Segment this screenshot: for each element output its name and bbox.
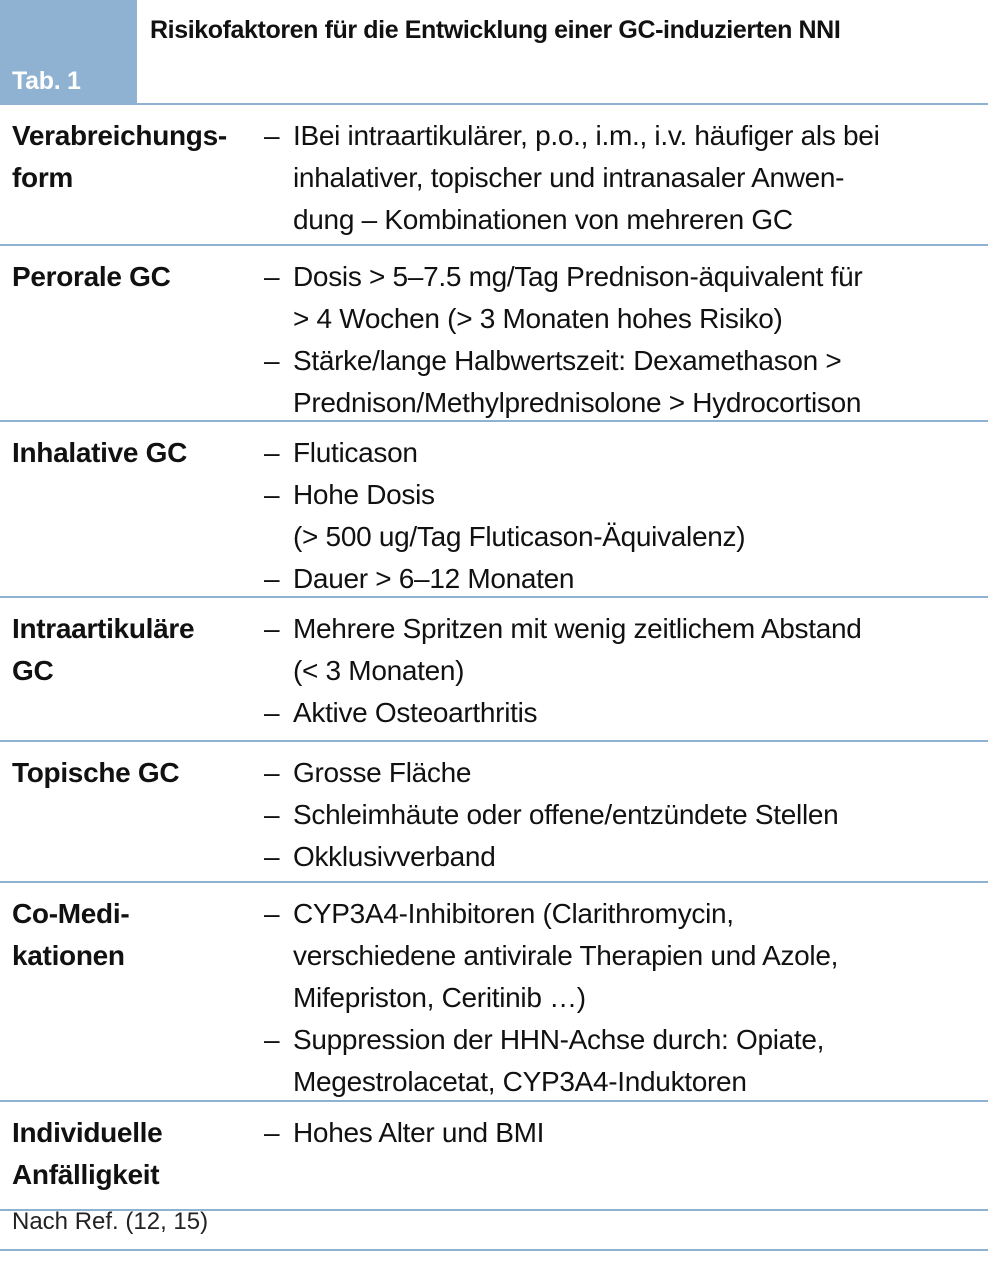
table-row: [0, 1102, 988, 1211]
table-row: [0, 883, 988, 1102]
risk-factor-item: – Stärke/lange Halbwertszeit: Dexamethason > Prednison/Methylprednisolone > Hydrocortison: [264, 340, 984, 424]
row-category-label: Inhalative GC: [12, 437, 188, 468]
risk-factor-item: – Hohes Alter und BMI: [264, 1112, 984, 1154]
risk-factor-item: – CYP3A4-Inhibitoren (Clarithromycin, verschiedene antivirale Therapien und Azole, Mifepriston, Ceritinib …): [264, 893, 984, 1019]
risk-factor-list: [264, 608, 984, 734]
risk-factor-list: [264, 256, 984, 424]
risk-factor-item: – Schleimhäute oder offene/entzündete Stellen: [264, 794, 984, 836]
risk-factor-item: – Grosse Fläche: [264, 752, 984, 794]
risk-factor-list: [264, 1112, 984, 1154]
row-category-label: Topische GC: [12, 757, 180, 788]
risk-factor-item: – Mehrere Spritzen mit wenig zeitlichem Abstand (< 3 Monaten): [264, 608, 984, 692]
row-category-label: Verabreichungs- form: [12, 120, 227, 193]
bottom-divider: [0, 1249, 988, 1251]
table-number-badge: [0, 0, 137, 104]
row-category-label: Intraartikuläre GC: [12, 613, 195, 686]
risk-factor-list: [264, 752, 984, 878]
risk-factor-item: – IBei intraartikulärer, p.o., i.m., i.v. häufiger als bei inhalativer, topischer und intranasaler Anwen- dung – Kombinationen von mehreren GC: [264, 115, 984, 241]
table-row: [0, 246, 988, 422]
footnote: Nach Ref. (12, 15): [12, 1208, 209, 1235]
risk-factor-item: – Aktive Osteoarthritis: [264, 692, 984, 734]
table-number: Tab. 1: [12, 67, 81, 95]
risk-factor-item: – Dauer > 6–12 Monaten: [264, 558, 984, 600]
risk-factor-item: – Dosis > 5–7.5 mg/Tag Prednison-äquivalent für > 4 Wochen (> 3 Monaten hohes Risiko): [264, 256, 984, 340]
risk-factor-list: [264, 893, 984, 1103]
risk-factor-item: – Hohe Dosis (> 500 ug/Tag Fluticason-Äquivalenz): [264, 474, 984, 558]
row-category-label: Co-Medi- kationen: [12, 898, 130, 971]
risk-factor-item: – Fluticason: [264, 432, 984, 474]
table-row: [0, 422, 988, 598]
row-category-label: Perorale GC: [12, 261, 171, 292]
row-category-label: Individuelle Anfälligkeit: [12, 1117, 163, 1190]
table-row: [0, 105, 988, 246]
risk-factor-item: – Suppression der HHN-Achse durch: Opiate, Megestrolacetat, CYP3A4-Induktoren: [264, 1019, 984, 1103]
risk-factor-list: [264, 432, 984, 600]
risk-factor-item: – Okklusivverband: [264, 836, 984, 878]
table-row: [0, 598, 988, 742]
table-title: Risikofaktoren für die Entwicklung einer GC-induzierten NNI: [150, 16, 841, 44]
table-row: [0, 742, 988, 883]
risk-factor-list: [264, 115, 984, 241]
table-header: [0, 0, 988, 104]
